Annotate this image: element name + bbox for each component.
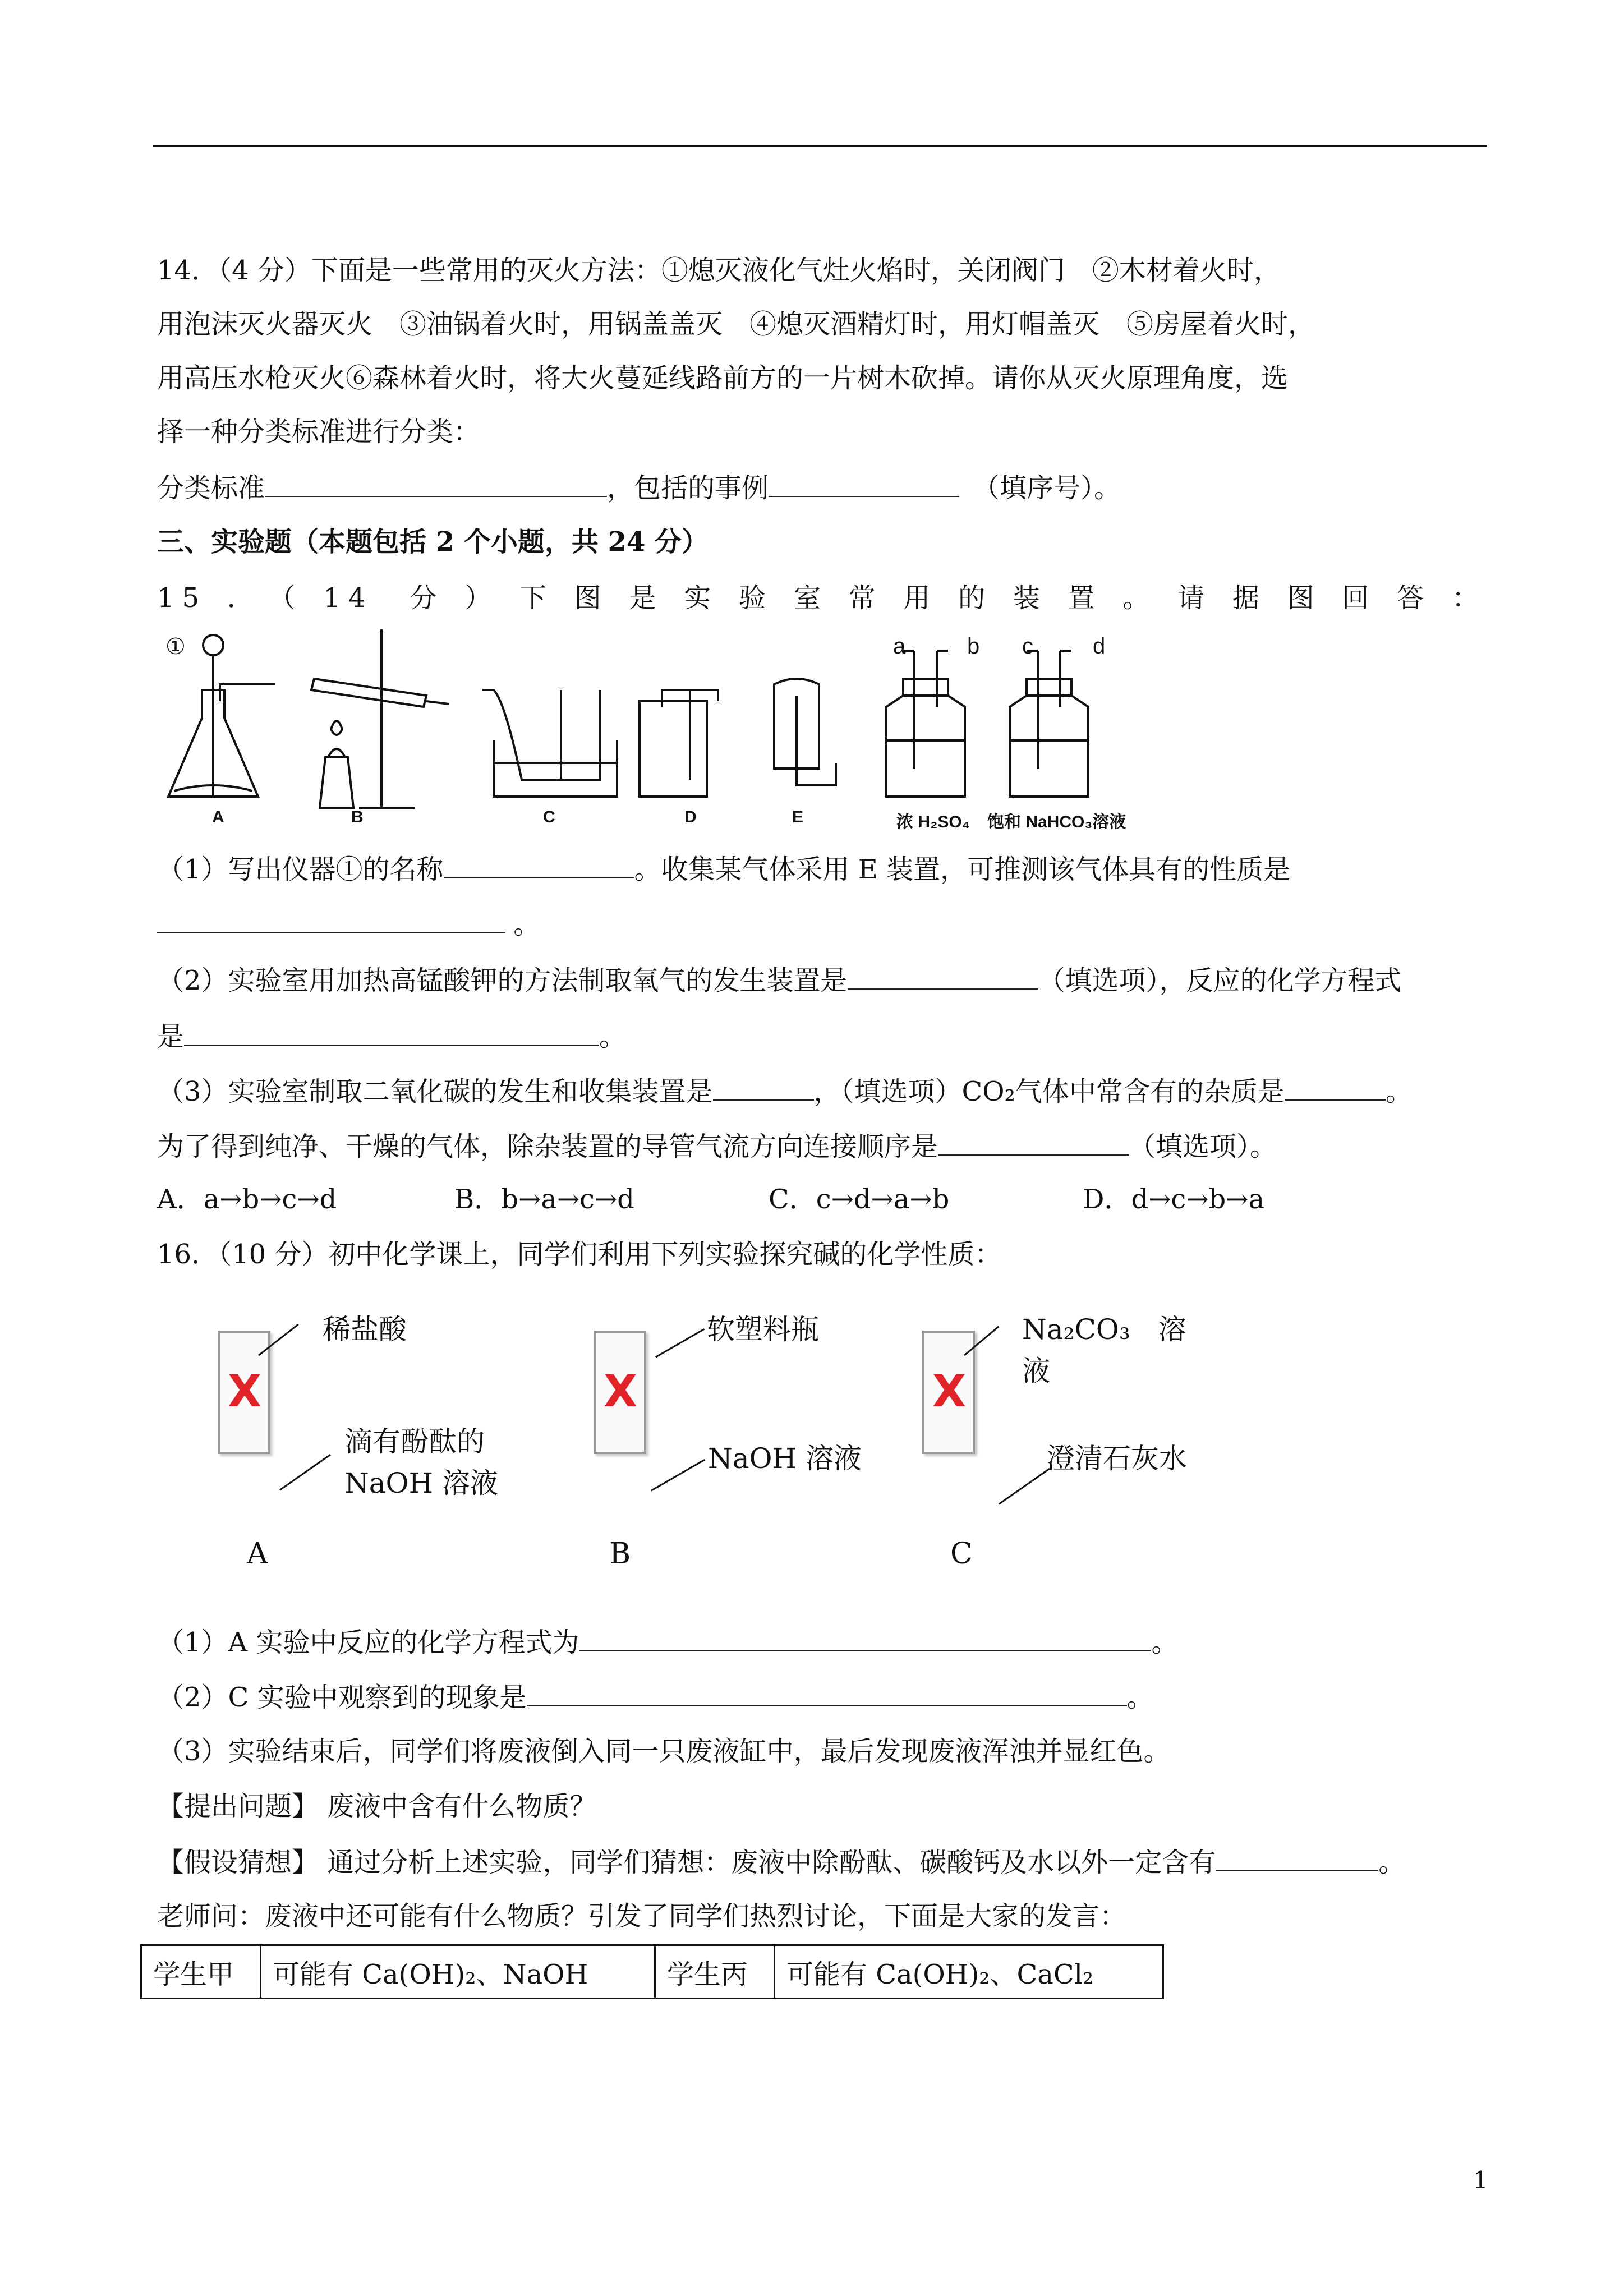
port-label-a: a bbox=[893, 634, 906, 659]
page-number: 1 bbox=[1473, 2166, 1488, 2194]
q14-line1: 14．（4 分）下面是一些常用的灭火方法：①熄灭液化气灶火焰时，关闭阀门 ②木材着火时， bbox=[157, 255, 1281, 286]
port-label-b: b bbox=[967, 634, 980, 659]
pointer-line bbox=[651, 1459, 705, 1492]
experiment-b-image-placeholder-icon: X bbox=[594, 1331, 646, 1454]
answer-blank[interactable] bbox=[527, 1680, 1127, 1706]
apparatus-b-heating-icon bbox=[311, 629, 449, 808]
q16-p2-text: （2）C 实验中观察到的现象是 bbox=[157, 1682, 527, 1713]
q16-teacher: 老师问：废液中还可能有什么物质？引发了同学们热烈讨论，下面是大家的发言： bbox=[157, 1901, 1127, 1932]
q16-guess-text: 【假设猜想】 通过分析上述实验，同学们猜想：废液中除酚酞、碳酸钙及水以外一定含有 bbox=[157, 1847, 1216, 1878]
table-cell: 可能有 Ca(OH)₂、NaOH bbox=[261, 1945, 655, 1999]
option-d[interactable]: D．d→c→b→a bbox=[1083, 1184, 1265, 1215]
q14-line2: 用泡沫灭火器灭火 ③油锅着火时，用锅盖盖灭 ④熄灭酒精灯时，用灯帽盖灭 ⑤房屋着火时， bbox=[157, 309, 1315, 340]
q16-p1-end: 。 bbox=[1151, 1627, 1179, 1658]
exp-a-bottom-label-2: NaOH 溶液 bbox=[344, 1467, 499, 1499]
q15-p3-cont bbox=[157, 1129, 1277, 1163]
q15-options bbox=[157, 1182, 1264, 1216]
q16-p2 bbox=[157, 1680, 1154, 1714]
student-statements-table bbox=[140, 1944, 1164, 1999]
q15-p2-cont bbox=[157, 1019, 626, 1053]
port-label-d: d bbox=[1093, 634, 1106, 659]
q16-p1-text: （1）A 实验中反应的化学方程式为 bbox=[157, 1627, 579, 1658]
experiment-label-b: B bbox=[609, 1537, 631, 1571]
exp-a-top-label: 稀盐酸 bbox=[323, 1313, 407, 1346]
exp-c-bottom-label: 澄清石灰水 bbox=[1047, 1442, 1187, 1475]
option-c[interactable]: C．c→d→a→b bbox=[769, 1184, 950, 1215]
q14-fill-label: 分类标准 bbox=[157, 472, 265, 504]
q16-p1 bbox=[157, 1625, 1178, 1659]
table-cell: 可能有 Ca(OH)₂、CaCl₂ bbox=[775, 1945, 1163, 1999]
answer-blank[interactable] bbox=[184, 1019, 599, 1046]
section-3-heading: 三、实验题（本题包括 2 个小题，共 24 分） bbox=[157, 526, 709, 558]
apparatus-label-d: D bbox=[684, 808, 697, 826]
q15-p3-text-2: ，（填选项）CO₂气体中常含有的杂质是 bbox=[813, 1076, 1285, 1107]
exp-b-top-label: 软塑料瓶 bbox=[707, 1313, 819, 1346]
port-label-c: c bbox=[1022, 634, 1033, 659]
exp-b-bottom-label: NaOH 溶液 bbox=[708, 1442, 862, 1475]
apparatus-label-c: C bbox=[543, 808, 555, 826]
q14-fill-label-2: ，包括的事例 bbox=[607, 472, 769, 504]
table-cell: 学生丙 bbox=[655, 1945, 775, 1999]
answer-blank[interactable] bbox=[769, 470, 959, 497]
apparatus-d-bottle-icon bbox=[640, 690, 718, 797]
table-cell: 学生甲 bbox=[141, 1945, 261, 1999]
q14-fill-label-3: （填序号）。 bbox=[986, 472, 1121, 504]
apparatus-c-trough-icon bbox=[482, 690, 617, 797]
q14-line3: 用高压水枪灭火⑥森林着火时，将大火蔓延线路前方的一片树木砍掉。请你从灭火原理角度，选 bbox=[157, 362, 1289, 394]
exp-c-top-label-1: Na₂CO₃ 溶 bbox=[1022, 1313, 1186, 1346]
label-nahco3: 饱和 NaHCO₃溶液 bbox=[987, 813, 1126, 831]
experiment-a-image-placeholder-icon: X bbox=[218, 1331, 270, 1454]
q15-p2-text-2: （填选项），反应的化学方程式 bbox=[1038, 965, 1402, 996]
q15-p3 bbox=[157, 1074, 1413, 1108]
q16-p2-end: 。 bbox=[1126, 1682, 1154, 1713]
q15-p1 bbox=[157, 852, 1290, 886]
q15-p1-cont bbox=[157, 907, 540, 941]
answer-blank[interactable] bbox=[938, 1129, 1129, 1156]
q15-p3-text: （3）实验室制取二氧化碳的发生和收集装置是 bbox=[157, 1076, 713, 1107]
option-b[interactable]: B．b→a→c→d bbox=[454, 1184, 634, 1215]
experiment-label-a: A bbox=[247, 1537, 268, 1571]
answer-blank[interactable] bbox=[1285, 1074, 1386, 1101]
table-row bbox=[141, 1945, 1163, 1999]
q15-p2-text: （2）实验室用加热高锰酸钾的方法制取氧气的发生装置是 bbox=[157, 965, 848, 996]
exp-a-bottom-label-1: 滴有酚酞的 bbox=[344, 1425, 485, 1458]
q15-p2-end: 。 bbox=[599, 1021, 627, 1052]
q16-ask: 【提出问题】 废液中含有什么物质？ bbox=[157, 1791, 597, 1822]
q15-p1-end: 。 bbox=[513, 909, 541, 940]
answer-blank[interactable] bbox=[848, 963, 1038, 990]
apparatus-e-bottle-icon bbox=[774, 679, 836, 785]
answer-blank[interactable] bbox=[713, 1074, 814, 1101]
q15-p2 bbox=[157, 963, 1402, 997]
header-rule bbox=[153, 145, 1487, 147]
exp-c-top-label-2: 液 bbox=[1022, 1355, 1050, 1387]
pointer-line bbox=[279, 1454, 331, 1491]
q16-guess-end: 。 bbox=[1378, 1847, 1406, 1878]
q16-title: 16．（10 分）初中化学课上，同学们利用下列实验探究碱的化学性质： bbox=[157, 1239, 1002, 1270]
q16-p3: （3）实验结束后，同学们将废液倒入同一只废液缸中，最后发现废液浑浊并显红色。 bbox=[157, 1736, 1171, 1767]
pointer-line bbox=[655, 1328, 705, 1358]
q14-line4: 择一种分类标准进行分类： bbox=[157, 416, 481, 448]
answer-blank[interactable] bbox=[579, 1625, 1151, 1651]
instrument-marker: ① bbox=[165, 634, 186, 659]
q15-p3-text-3: 为了得到纯净、干燥的气体，除杂装置的导管气流方向连接顺序是 bbox=[157, 1131, 938, 1162]
q14-fill-line bbox=[157, 470, 1121, 505]
label-conc-h2so4: 浓 H₂SO₄ bbox=[896, 813, 970, 831]
washing-bottle-1-icon bbox=[886, 651, 965, 797]
apparatus-label-e: E bbox=[792, 808, 804, 826]
experiment-label-c: C bbox=[950, 1537, 973, 1571]
apparatus-label-b: B bbox=[351, 808, 364, 826]
q15-title: 15．（14 分）下图是实验室常用的装置。请据图回答： bbox=[157, 582, 1487, 614]
q16-guess bbox=[157, 1844, 1405, 1879]
washing-bottle-2-icon bbox=[1010, 651, 1088, 797]
apparatus-label-a: A bbox=[212, 808, 224, 826]
q15-p2-text-3: 是 bbox=[157, 1021, 185, 1052]
experiment-c-image-placeholder-icon: X bbox=[922, 1331, 975, 1454]
q15-p3-text-4: （填选项）。 bbox=[1129, 1131, 1277, 1162]
option-a[interactable]: A．a→b→c→d bbox=[157, 1184, 337, 1215]
answer-blank[interactable] bbox=[265, 470, 607, 497]
q15-p3-end: 。 bbox=[1385, 1076, 1413, 1107]
q15-p1-text: （1）写出仪器①的名称 bbox=[157, 854, 444, 885]
answer-blank[interactable] bbox=[444, 852, 634, 878]
answer-blank[interactable] bbox=[1216, 1844, 1378, 1871]
pointer-line bbox=[999, 1468, 1050, 1505]
q15-p1-text-2: 。收集某气体采用 E 装置，可推测该气体具有的性质是 bbox=[634, 854, 1291, 885]
answer-blank[interactable] bbox=[157, 907, 505, 933]
